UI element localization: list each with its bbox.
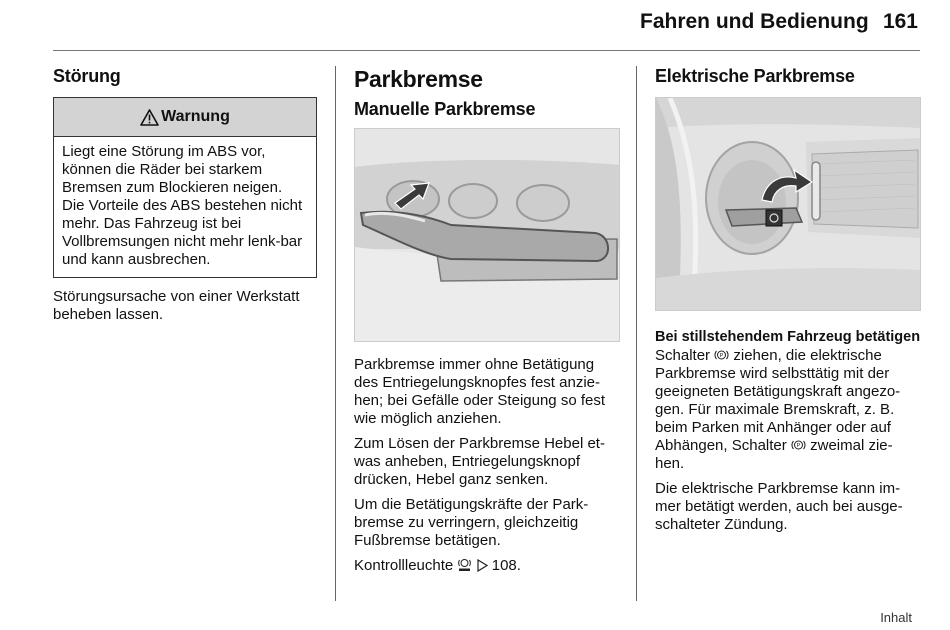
text-segment: ziehen, die elektrische Parkbremse wird selbsttätig mit der geeigneten Betätigungskraft angezo-gen. Für maximale Bremskraft, z. B. beim Parken mit Anhänger oder auf Abhängen, Schalter	[655, 347, 901, 454]
stoerung-note: Störungsursache von einer Werkstatt beheben lassen.	[53, 288, 300, 323]
parking-brake-switch-icon	[791, 438, 806, 452]
elektrische-parkbremse-paragraph-1	[655, 347, 921, 473]
parkbremse-paragraph-1: Parkbremse immer ohne Betätigung des Entriegelungsknopfes fest anzie-hen; bei Gefälle oder Steigung so fest wie möglich anziehen.	[354, 356, 606, 427]
page-header-title: Fahren und Bedienung	[640, 10, 869, 33]
column-stoerung	[53, 66, 318, 331]
section-heading-elektrische-parkbremse: Elektrische Parkbremse	[655, 66, 855, 86]
kontrollleuchte-label: Kontrollleuchte	[354, 557, 454, 574]
reference-page-link[interactable]: 108.	[491, 557, 521, 574]
parkbremse-paragraph-3: Um die Betätigungskräfte der Park-bremse zu verringern, gleichzeitig Fußbremse betätigen.	[354, 496, 589, 549]
manual-parking-brake-image	[354, 128, 620, 342]
warning-box	[53, 97, 317, 278]
page-number: 161	[882, 10, 918, 33]
section-heading-stoerung: Störung	[53, 66, 121, 86]
parking-brake-switch-icon	[714, 348, 729, 362]
footer-contents-link[interactable]: Inhalt	[880, 610, 912, 625]
svg-text:P: P	[719, 353, 724, 359]
subheading-manuelle-parkbremse: Manuelle Parkbremse	[354, 99, 536, 119]
warning-header	[54, 98, 316, 137]
warning-label: Warnung	[161, 108, 230, 125]
column-parkbremse	[354, 66, 620, 582]
parkbremse-paragraph-4	[354, 557, 620, 575]
header-rule	[53, 50, 920, 51]
subhead-bei-stillstehendem-fahrzeug: Bei stillstehendem Fahrzeug betätigen	[655, 329, 921, 345]
parkbremse-paragraph-2: Zum Lösen der Parkbremse Hebel et-was anheben, Entriegelungsknopf drücken, Hebel ganz senken.	[354, 435, 605, 488]
warning-triangle-icon	[140, 109, 159, 126]
warning-text: Liegt eine Störung im ABS vor, können die Räder bei starkem Bremsen zum Blockieren neigen. Die Vorteile des ABS bestehen nicht mehr. Das Fahrzeug ist bei Vollbremsungen nicht mehr lenk-bar und kann ausbrechen.	[62, 143, 303, 268]
column-divider-1	[335, 66, 336, 601]
text-segment: zweimal zie-hen.	[655, 437, 893, 472]
text-segment: Schalter	[655, 347, 711, 364]
column-divider-2	[636, 66, 637, 601]
section-heading-parkbremse: Parkbremse	[354, 66, 483, 92]
elektrische-parkbremse-paragraph-2: Die elektrische Parkbremse kann im-mer betätigt werden, auch bei ausge-schalteter Zündung.	[655, 480, 903, 533]
column-elektrische-parkbremse	[655, 66, 921, 541]
electric-parking-brake-image	[655, 97, 921, 311]
brake-warning-lamp-icon	[457, 558, 472, 572]
svg-text:P: P	[796, 443, 801, 449]
reference-arrow-icon[interactable]	[477, 559, 488, 572]
